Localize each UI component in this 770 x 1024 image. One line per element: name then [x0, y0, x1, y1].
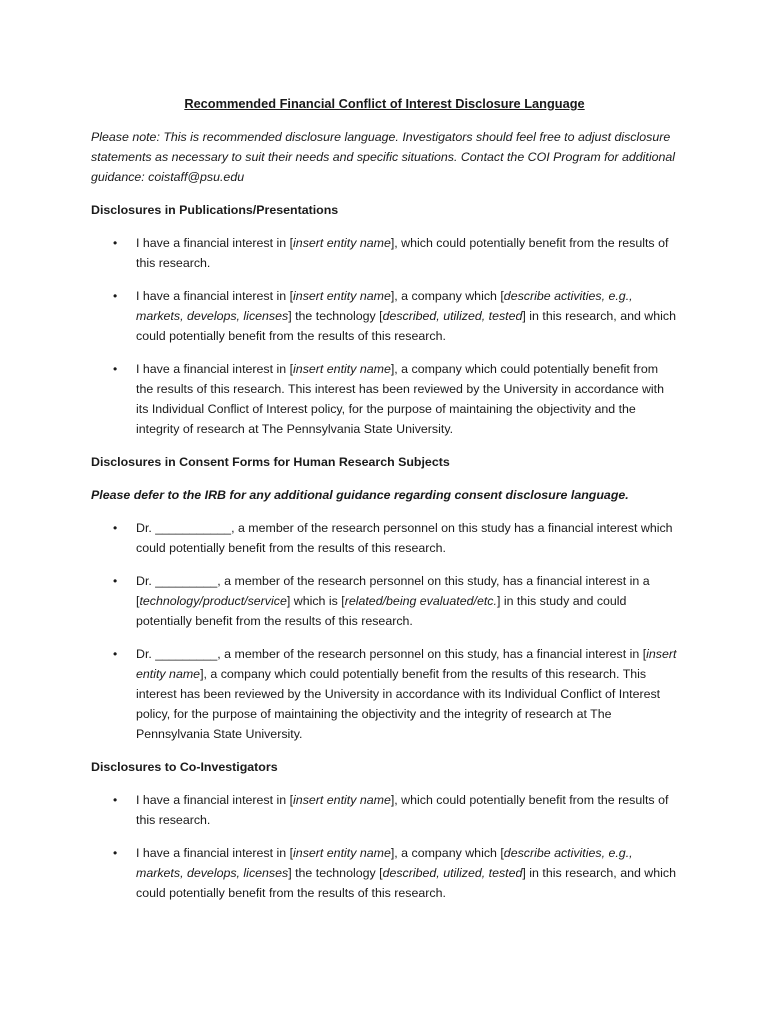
disclosure-note: Please note: This is recommended disclosure language. Investigators should feel free to adjust disclosure statements as necessary to suit their needs and specific situations. Contact the COI Program for additional guidance: coistaff@psu.edu: [91, 130, 676, 184]
item-placeholder: insert entity name: [293, 362, 391, 376]
item-text: ] in this study and could potentially benefit from the results of this research.: [136, 594, 627, 628]
publications-list: [91, 233, 678, 439]
item-placeholder: described, utilized, tested: [382, 866, 523, 880]
item-placeholder: insert entity name: [293, 793, 391, 807]
list-item: [91, 359, 678, 439]
item-text: ] which is [: [286, 594, 345, 608]
list-item: [91, 843, 678, 903]
document-title: Recommended Financial Conflict of Interest Disclosure Language: [184, 96, 585, 111]
list-item: [91, 644, 678, 744]
item-text: I have a financial interest in [: [136, 793, 294, 807]
list-item: [91, 233, 678, 273]
irb-note: Please defer to the IRB for any additional guidance regarding consent disclosure language.: [91, 488, 629, 502]
item-text: I have a financial interest in [: [136, 846, 294, 860]
item-text: ] the technology [: [288, 309, 383, 323]
item-text: ] in this research, and which could potentially benefit from the results of this research.: [136, 309, 676, 343]
item-text: Dr. _________, a member of the research personnel on this study, has a financial interest in a [: [136, 574, 650, 608]
item-placeholder: describe activities, e.g., markets, develops, licenses: [136, 289, 633, 323]
item-text: I have a financial interest in [: [136, 362, 294, 376]
item-text: ], which could potentially benefit from the results of this research.: [136, 793, 669, 827]
item-placeholder: insert entity name: [293, 289, 391, 303]
list-item: [91, 571, 678, 631]
bullet-icon: •: [113, 289, 118, 303]
item-text: ], which could potentially benefit from the results of this research.: [136, 236, 669, 270]
bullet-icon: •: [113, 846, 118, 860]
item-text: Dr. _________, a member of the research personnel on this study, has a financial interest in [: [136, 647, 647, 661]
item-placeholder: described, utilized, tested: [382, 309, 523, 323]
item-placeholder: insert entity name: [293, 846, 391, 860]
bullet-icon: •: [113, 574, 118, 588]
section-heading-coinvestigators: Disclosures to Co-Investigators: [91, 760, 278, 774]
section-heading-publications: Disclosures in Publications/Presentations: [91, 203, 339, 217]
list-item: [91, 286, 678, 346]
item-text: Dr. ___________, a member of the research personnel on this study has a financial interest which could potentially benefit from the results of this research.: [136, 521, 673, 555]
item-placeholder: technology/product/service: [139, 594, 287, 608]
coinvestigators-list: [91, 790, 678, 903]
item-placeholder: describe activities, e.g., markets, develops, licenses: [136, 846, 633, 880]
item-text: ] the technology [: [288, 866, 383, 880]
item-text: ], a company which could potentially benefit from the results of this research. This interest has been reviewed by the University in accordance with its Individual Conflict of Interest policy, for the purpose of maintaining the objectivity and the integrity of research at The Pennsylvania State University.: [136, 667, 661, 741]
bullet-icon: •: [113, 236, 118, 250]
bullet-icon: •: [113, 647, 118, 661]
item-placeholder: insert entity name: [293, 236, 391, 250]
item-text: ], a company which [: [390, 289, 504, 303]
consent-list: [91, 518, 678, 744]
item-placeholder: insert entity name: [136, 647, 677, 681]
section-heading-consent: Disclosures in Consent Forms for Human Research Subjects: [91, 455, 450, 469]
bullet-icon: •: [113, 521, 118, 535]
item-text: I have a financial interest in [: [136, 289, 294, 303]
item-text: ], a company which could potentially benefit from the results of this research. This interest has been reviewed by the University in accordance with its Individual Conflict of Interest policy, for the purpose of maintaining the objectivity and the integrity of research at The Pennsylvania State University.: [136, 362, 665, 436]
list-item: [91, 518, 678, 558]
item-text: ] in this research, and which could potentially benefit from the results of this research.: [136, 866, 676, 900]
bullet-icon: •: [113, 793, 118, 807]
item-text: ], a company which [: [390, 846, 504, 860]
list-item: [91, 790, 678, 830]
item-text: I have a financial interest in [: [136, 236, 294, 250]
item-placeholder: related/being evaluated/etc.: [344, 594, 497, 608]
bullet-icon: •: [113, 362, 118, 376]
